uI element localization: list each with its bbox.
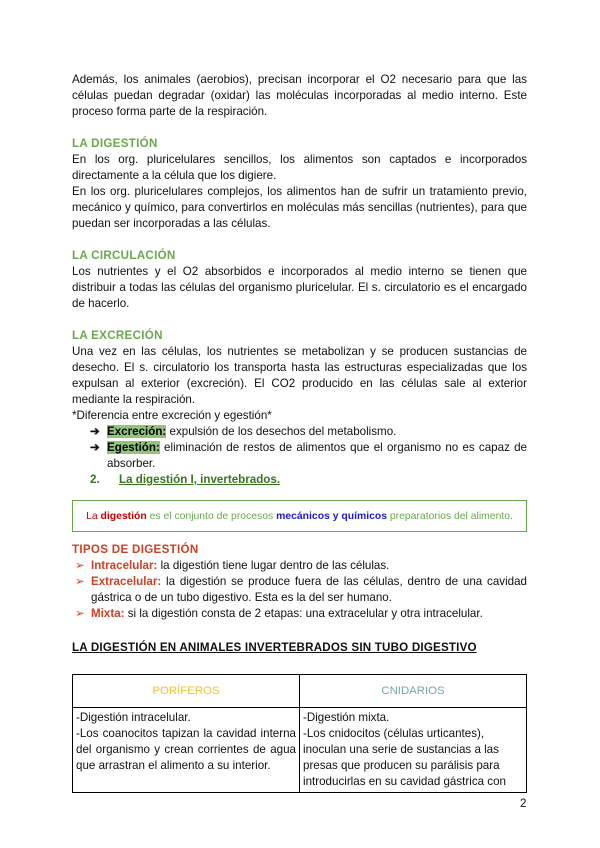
cell-line: -Los cnidocitos (células urticantes), inoculan una serie de sustancias a las presas que producen su parálisis para introducirlas en su cavidad gástrica con	[303, 727, 506, 788]
excrecion-paragraph: Una vez en las células, los nutrientes se metabolizan y se producen sustancias de desecho. El s. circulatorio los transporta hasta las estructuras especializadas que los expulsan al exterior (excreción). El CO2 producido en las células sale al exterior mediante la respiración.	[72, 345, 527, 406]
header-poriferos: PORÍFEROS	[73, 675, 300, 708]
term-egestion: Egestión:	[107, 441, 160, 454]
term-description: expulsión de los desechos del metabolismo.	[166, 425, 397, 438]
cell-line: -Los coanocitos tapizan la cavidad interna del organismo y crean corrientes de agua que arrastran el alimento a su interior.	[76, 727, 296, 772]
callout-bold: mecánicos y químicos	[276, 510, 387, 522]
term-description: eliminación de restos de alimentos que el organismo no es capaz de absorber.	[107, 441, 527, 470]
tipo-label: Mixta:	[91, 607, 125, 620]
list-item	[72, 574, 527, 606]
heading-circulacion: LA CIRCULACIÓN	[72, 249, 176, 262]
list-item	[72, 606, 527, 622]
tipo-label: Intracelular:	[91, 559, 158, 572]
tipo-text: la digestión tiene lugar dentro de las células.	[157, 559, 390, 572]
numbered-heading-number: 2.	[90, 473, 100, 486]
numbered-heading	[72, 472, 527, 488]
arrow-icon: ➔	[90, 425, 100, 438]
callout-post: preparatorios del alimento.	[387, 510, 513, 522]
tipo-label: Extracelular:	[91, 575, 162, 588]
comparison-table	[72, 674, 527, 793]
digestion-paragraph-1: En los org. pluricelulares sencillos, los alimentos son captados e incorporados directamente a la célula que los digiere.	[72, 153, 527, 182]
list-item	[72, 440, 527, 472]
callout-term: digestión	[100, 510, 147, 522]
header-cnidarios: CNIDARIOS	[300, 675, 527, 708]
excrecion-list	[72, 424, 527, 472]
tipo-text: la digestión se produce fuera de las células, dentro de una cavidad gástrica o de un tubo digestivo. Esta es la del ser humano.	[91, 575, 527, 604]
invertebrados-title: LA DIGESTIÓN EN ANIMALES INVERTEBRADOS SIN TUBO DIGESTIVO	[72, 641, 477, 654]
callout-mid: es el conjunto de procesos	[146, 510, 277, 522]
numbered-heading-text: La digestión I, invertebrados.	[119, 473, 281, 486]
heading-digestion: LA DIGESTIÓN	[72, 137, 158, 150]
arrow-icon: ➔	[90, 441, 100, 454]
list-item	[72, 558, 527, 574]
tipo-text: si la digestión consta de 2 etapas: una extracelular y otra intracelular.	[124, 607, 483, 620]
excrecion-note: *Diferencia entre excreción y egestión*	[72, 409, 272, 422]
heading-tipos: TIPOS DE DIGESTIÓN	[72, 543, 199, 556]
intro-paragraph: Además, los animales (aerobios), precisan incorporar el O2 necesario para que las células puedan degradar (oxidar) las moléculas incorporadas al medio interno. Este proceso forma parte de la respiración.	[72, 73, 527, 118]
tipos-list	[72, 558, 527, 622]
cell-line: -Digestión mixta.	[303, 711, 390, 724]
document-page	[72, 72, 527, 793]
page-number: 2	[520, 797, 527, 810]
list-item	[72, 424, 527, 440]
cell-cnidarios	[300, 708, 527, 793]
callout-pre: La	[86, 510, 101, 522]
cell-poriferos	[73, 708, 300, 793]
definition-callout	[72, 500, 527, 532]
table-header-row	[73, 675, 527, 708]
digestion-paragraph-2: En los org. pluricelulares complejos, los alimentos han de sufrir un tratamiento previo, mecánico y químico, para convertirlos en moléculas más sencillas (nutrientes), para que puedan ser incorporadas a las células.	[72, 185, 527, 230]
triangle-bullet-icon: ➢	[75, 607, 85, 620]
triangle-bullet-icon: ➢	[75, 559, 85, 572]
cell-line: -Digestión intracelular.	[76, 711, 191, 724]
table-row	[73, 708, 527, 793]
heading-excrecion: LA EXCRECIÓN	[72, 329, 163, 342]
circulacion-paragraph: Los nutrientes y el O2 absorbidos e incorporados al medio interno se tienen que distribuir a todas las células del organismo pluricelular. El s. circulatorio es el encargado de hacerlo.	[72, 265, 527, 310]
triangle-bullet-icon: ➢	[75, 575, 85, 588]
term-excrecion: Excreción:	[107, 425, 167, 438]
